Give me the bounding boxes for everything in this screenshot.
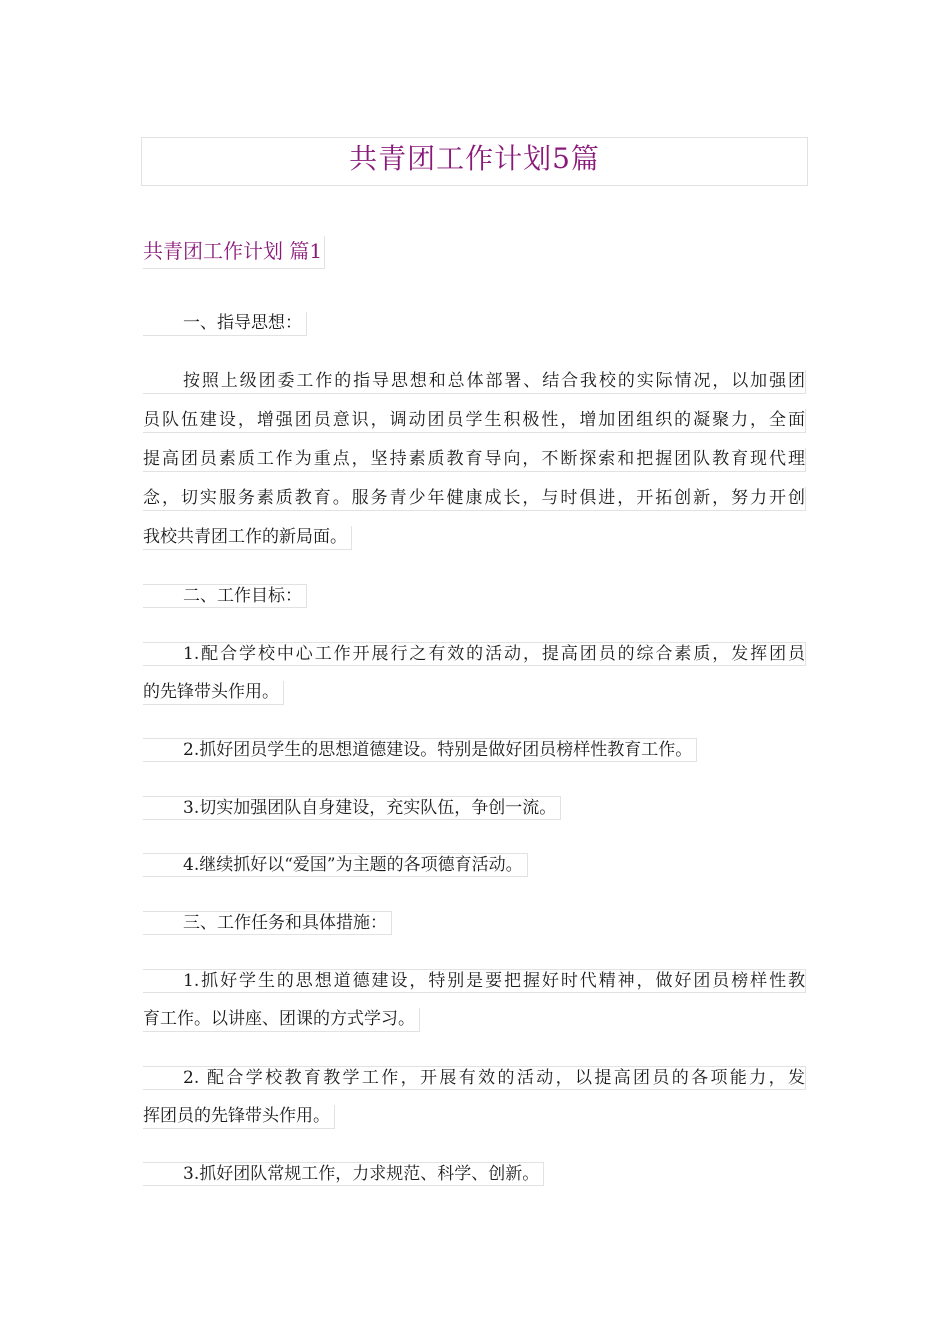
task-2-line-1: 2. 配合学校教育教学工作，开展有效的活动，以提高团员的各项能力，发 (143, 1066, 806, 1090)
task-3 (143, 1162, 544, 1201)
task-2-line-2: 挥团员的先锋带头作用。 (143, 1105, 335, 1129)
goal-2-line: 2.抓好团员学生的思想道德建设。特别是做好团员榜样性教育工作。 (143, 738, 697, 762)
tasks-heading: 三、工作任务和具体措施： (143, 911, 392, 935)
document-title: 共青团工作计划5篇 (349, 142, 600, 175)
task-3-line: 3.抓好团队常规工作，力求规范、科学、创新。 (143, 1162, 544, 1186)
section-heading: 共青团工作计划 篇1 (143, 236, 325, 269)
task-1-line-1: 1.抓好学生的思想道德建设，特别是要把握好时代精神，做好团员榜样性教 (143, 969, 806, 993)
guiding-heading: 一、指导思想： (143, 312, 307, 336)
task-1 (143, 969, 806, 1047)
goal-3-line: 3.切实加强团队自身建设，充实队伍，争创一流。 (143, 796, 561, 820)
guiding-line-3: 提高团员素质工作为重点，坚持素质教育导向，不断探索和把握团队教育现代理 (143, 448, 806, 472)
goal-1-line-2: 的先锋带头作用。 (143, 681, 284, 705)
goal-1-line-1: 1.配合学校中心工作开展行之有效的活动，提高团员的综合素质，发挥团员 (143, 642, 806, 666)
guiding-line-1: 按照上级团委工作的指导思想和总体部署、结合我校的实际情况，以加强团 (143, 370, 806, 394)
task-1-line-2: 育工作。以讲座、团课的方式学习。 (143, 1008, 420, 1032)
guiding-paragraph (143, 370, 806, 565)
goals-heading-block (143, 584, 307, 623)
goal-1 (143, 642, 806, 720)
guiding-line-5: 我校共青团工作的新局面。 (143, 526, 352, 550)
tasks-heading-block (143, 911, 392, 950)
task-2 (143, 1066, 806, 1144)
guiding-line-2: 员队伍建设，增强团员意识，调动团员学生积极性，增加团组织的凝聚力，全面 (143, 409, 806, 433)
guiding-line-4: 念，切实服务素质教育。服务青少年健康成长，与时俱进，开拓创新，努力开创 (143, 487, 806, 511)
title-box (141, 137, 808, 186)
goal-4 (143, 853, 528, 892)
goal-2 (143, 738, 697, 777)
guiding-heading-block (143, 312, 307, 351)
goal-3 (143, 796, 561, 835)
goals-heading: 二、工作目标： (143, 584, 307, 608)
goal-4-line: 4.继续抓好以“爱国”为主题的各项德育活动。 (143, 853, 528, 877)
